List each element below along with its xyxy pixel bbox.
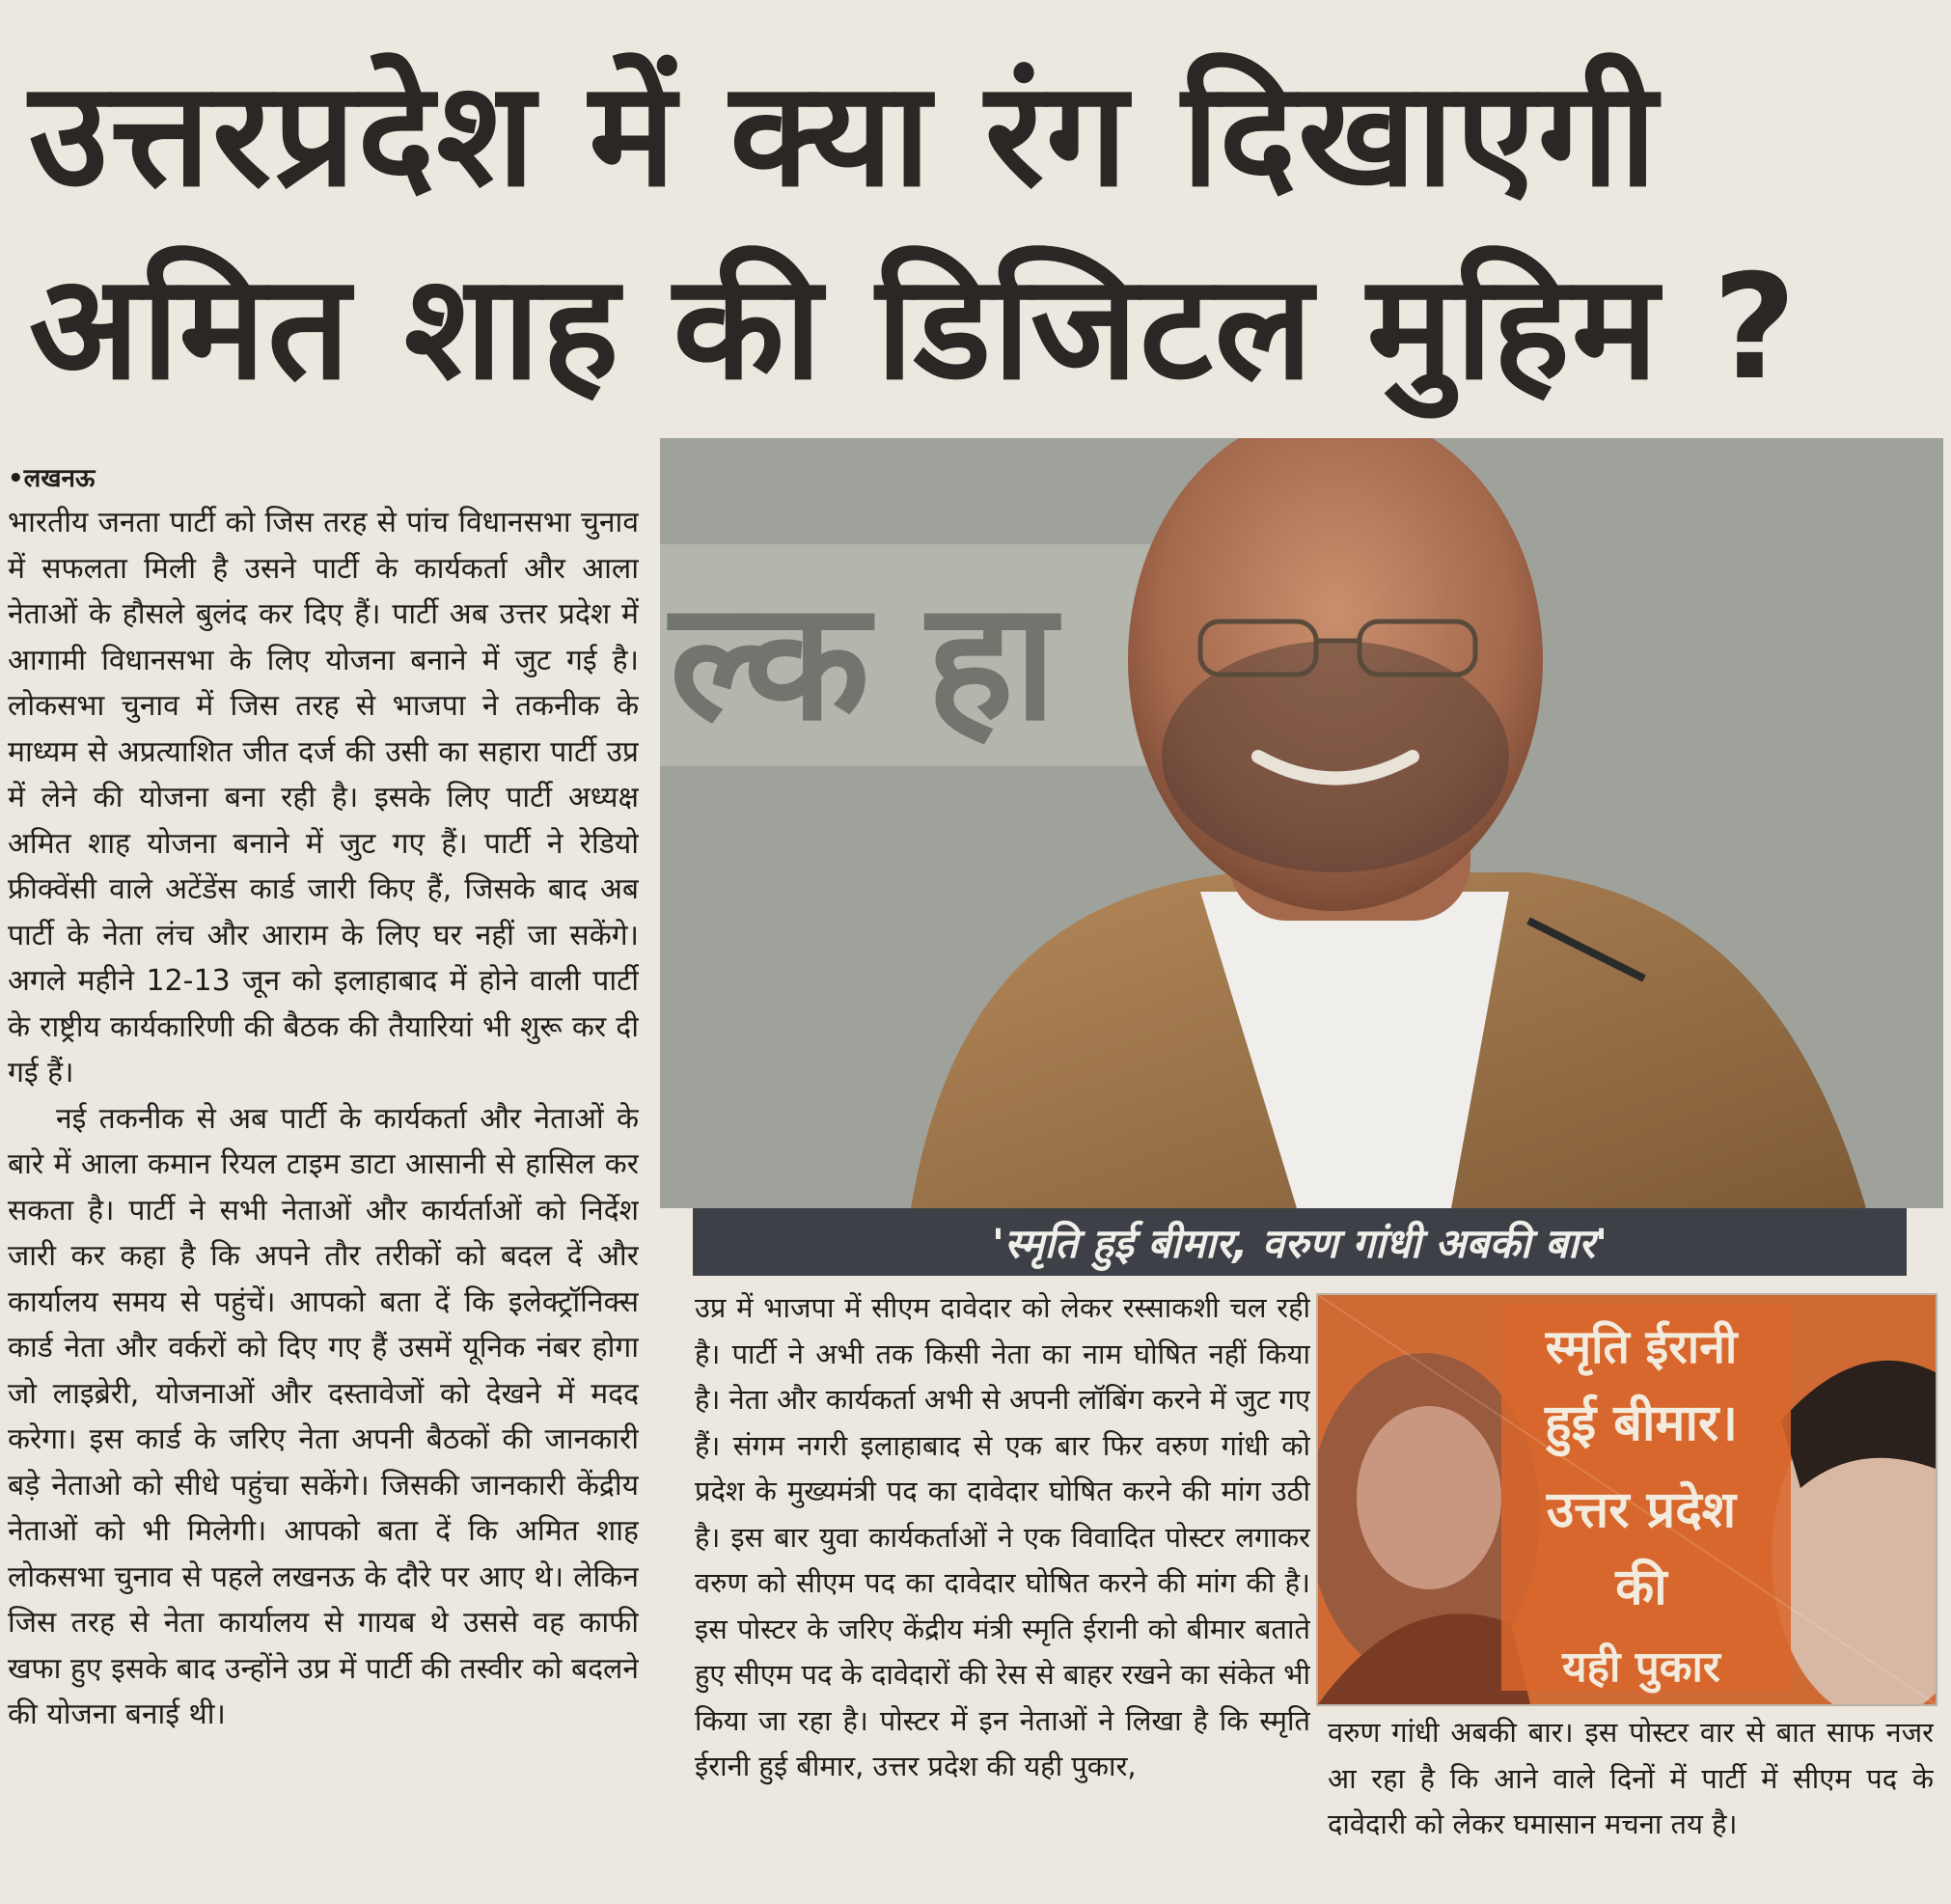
right-column-text: वरुण गांधी अबकी बार। इस पोस्टर वार से बात साफ नजर आ रहा है कि आने वाले दिनों में पार्टी में सीएम पद के दावेदारी को लेकर घमासान मचना तय है।	[1328, 1716, 1934, 1840]
headline	[29, 39, 1920, 425]
headline-line-2: अमित शाह की डिजिटल मुहिम ?	[29, 244, 1799, 412]
headline-line-1: उत्तरप्रदेश में क्या रंग दिखाएगी	[29, 51, 1659, 219]
article-paragraph-2: नई तकनीक से अब पार्टी के कार्यकर्ता और नेताओं के बारे में आला कमान रियल टाइम डाटा आसानी से हासिल कर सकता है। पार्टी ने सभी नेताओं और कार्यर्ताओं को निर्देश जारी कर कहा है कि अपने तौर तरीकों को बदल दें और कार्यालय समय से पहुंचें। आपको बता दें कि इलेक्ट्रॉनिक्स कार्ड नेता और वर्करों को दिए गए हैं उसमें यूनिक नंबर होगा जो लाइब्रेरी, योजनाओं और दस्तावेजों को देखने में मदद करेगा। इस कार्ड के जरिए नेता अपनी बैठकों की जानकारी बड़े नेताओ को सीधे पहुंचा सकेंगे। जिसकी जानकारी केंद्रीय नेताओं को भी मिलेगी। आपको बता दें कि अमित शाह लोकसभा चुनाव से पहले लखनऊ के दौरे पर आए थे। लेकिन जिस तरह से नेता कार्यालय से गायब थे उससे वह काफी खफा हुए इसके बाद उन्होंने उप्र में पार्टी की तस्वीर को बदलने की योजना बनाई थी।	[8, 1101, 639, 1731]
poster-line-3: उत्तर प्रदेश	[1546, 1481, 1737, 1539]
middle-column-text: उप्र में भाजपा में सीएम दावेदार को लेकर रस्साकशी चल रही है। पार्टी ने अभी तक किसी नेता का नाम घोषित नहीं किया है। नेता और कार्यकर्ता अभी से अपनी लॉबिंग करने में जुट गए हैं। संगम नगरी इलाहाबाद से एक बार फिर वरुण गांधी को प्रदेश के मुख्यमंत्री पद का दावेदार घोषित करने की मांग उठी है। इस बार युवा कार्यकर्ताओं ने एक विवादित पोस्टर लगाकर वरुण को सीएम पद का दावेदार घोषित करने की मांग की है। इस पोस्टर के जरिए केंद्रीय मंत्री स्मृति ईरानी को बीमार बताते हुए सीएम पद के दावेदारों की रेस से बाहर रखने का संकेत भी किया जा रहा है। पोस्टर में इन नेताओं ने लिखा है कि स्मृति ईरानी हुई बीमार, उत्तर प्रदेश की यही पुकार,	[695, 1291, 1310, 1782]
poster-line-2: हुई बीमार।	[1545, 1394, 1738, 1452]
main-photo	[660, 438, 1943, 1208]
subhead-caption-bar	[693, 1208, 1907, 1276]
subhead-text: 'स्मृति हुई बीमार, वरुण गांधी अबकी बार'	[992, 1219, 1608, 1267]
right-column	[1328, 1710, 1934, 1893]
poster-line-5: यही पुकार	[1562, 1642, 1720, 1692]
background-sign-text: ल्क हा	[670, 566, 1057, 758]
article-paragraph-1: भारतीय जनता पार्टी को जिस तरह से पांच विधानसभा चुनाव में सफलता मिली है उसने पार्टी के कार्यकर्ता और आला नेताओं के हौसले बुलंद कर दिए हैं। पार्टी अब उत्तर प्रदेश में आगामी विधानसभा के लिए योजना बनाने में जुट गई है। लोकसभा चुनाव में जिस तरह से भाजपा ने तकनीक के माध्यम से अप्रत्याशित जीत दर्ज की उसी का सहारा पार्टी उप्र में लेने की योजना बना रही है। इसके लिए पार्टी अध्यक्ष अमित शाह योजना बनाने में जुट गए हैं। पार्टी ने रेडियो फ्रीक्वेंसी वाले अटेंडेंस कार्ड जारी किए हैं, जिसके बाद अब पार्टी के नेता लंच और आराम के लिए घर नहीं जा सकेंगे। अगले महीने 12-13 जून को इलाहाबाद में होने वाली पार्टी के राष्ट्रीय कार्यकारिणी की बैठक की तैयारियां भी शुरू कर दी गई हैं।	[8, 506, 639, 1090]
dateline: •लखनऊ	[8, 464, 96, 493]
poster-photo	[1316, 1293, 1937, 1706]
left-column	[8, 459, 639, 1897]
main-photo-illustration	[660, 438, 1943, 1208]
middle-column	[695, 1285, 1310, 1893]
poster-photo-illustration	[1318, 1295, 1936, 1704]
poster-line-4: की	[1615, 1559, 1667, 1616]
poster-line-1: स्मृति ईरानी	[1545, 1320, 1738, 1374]
